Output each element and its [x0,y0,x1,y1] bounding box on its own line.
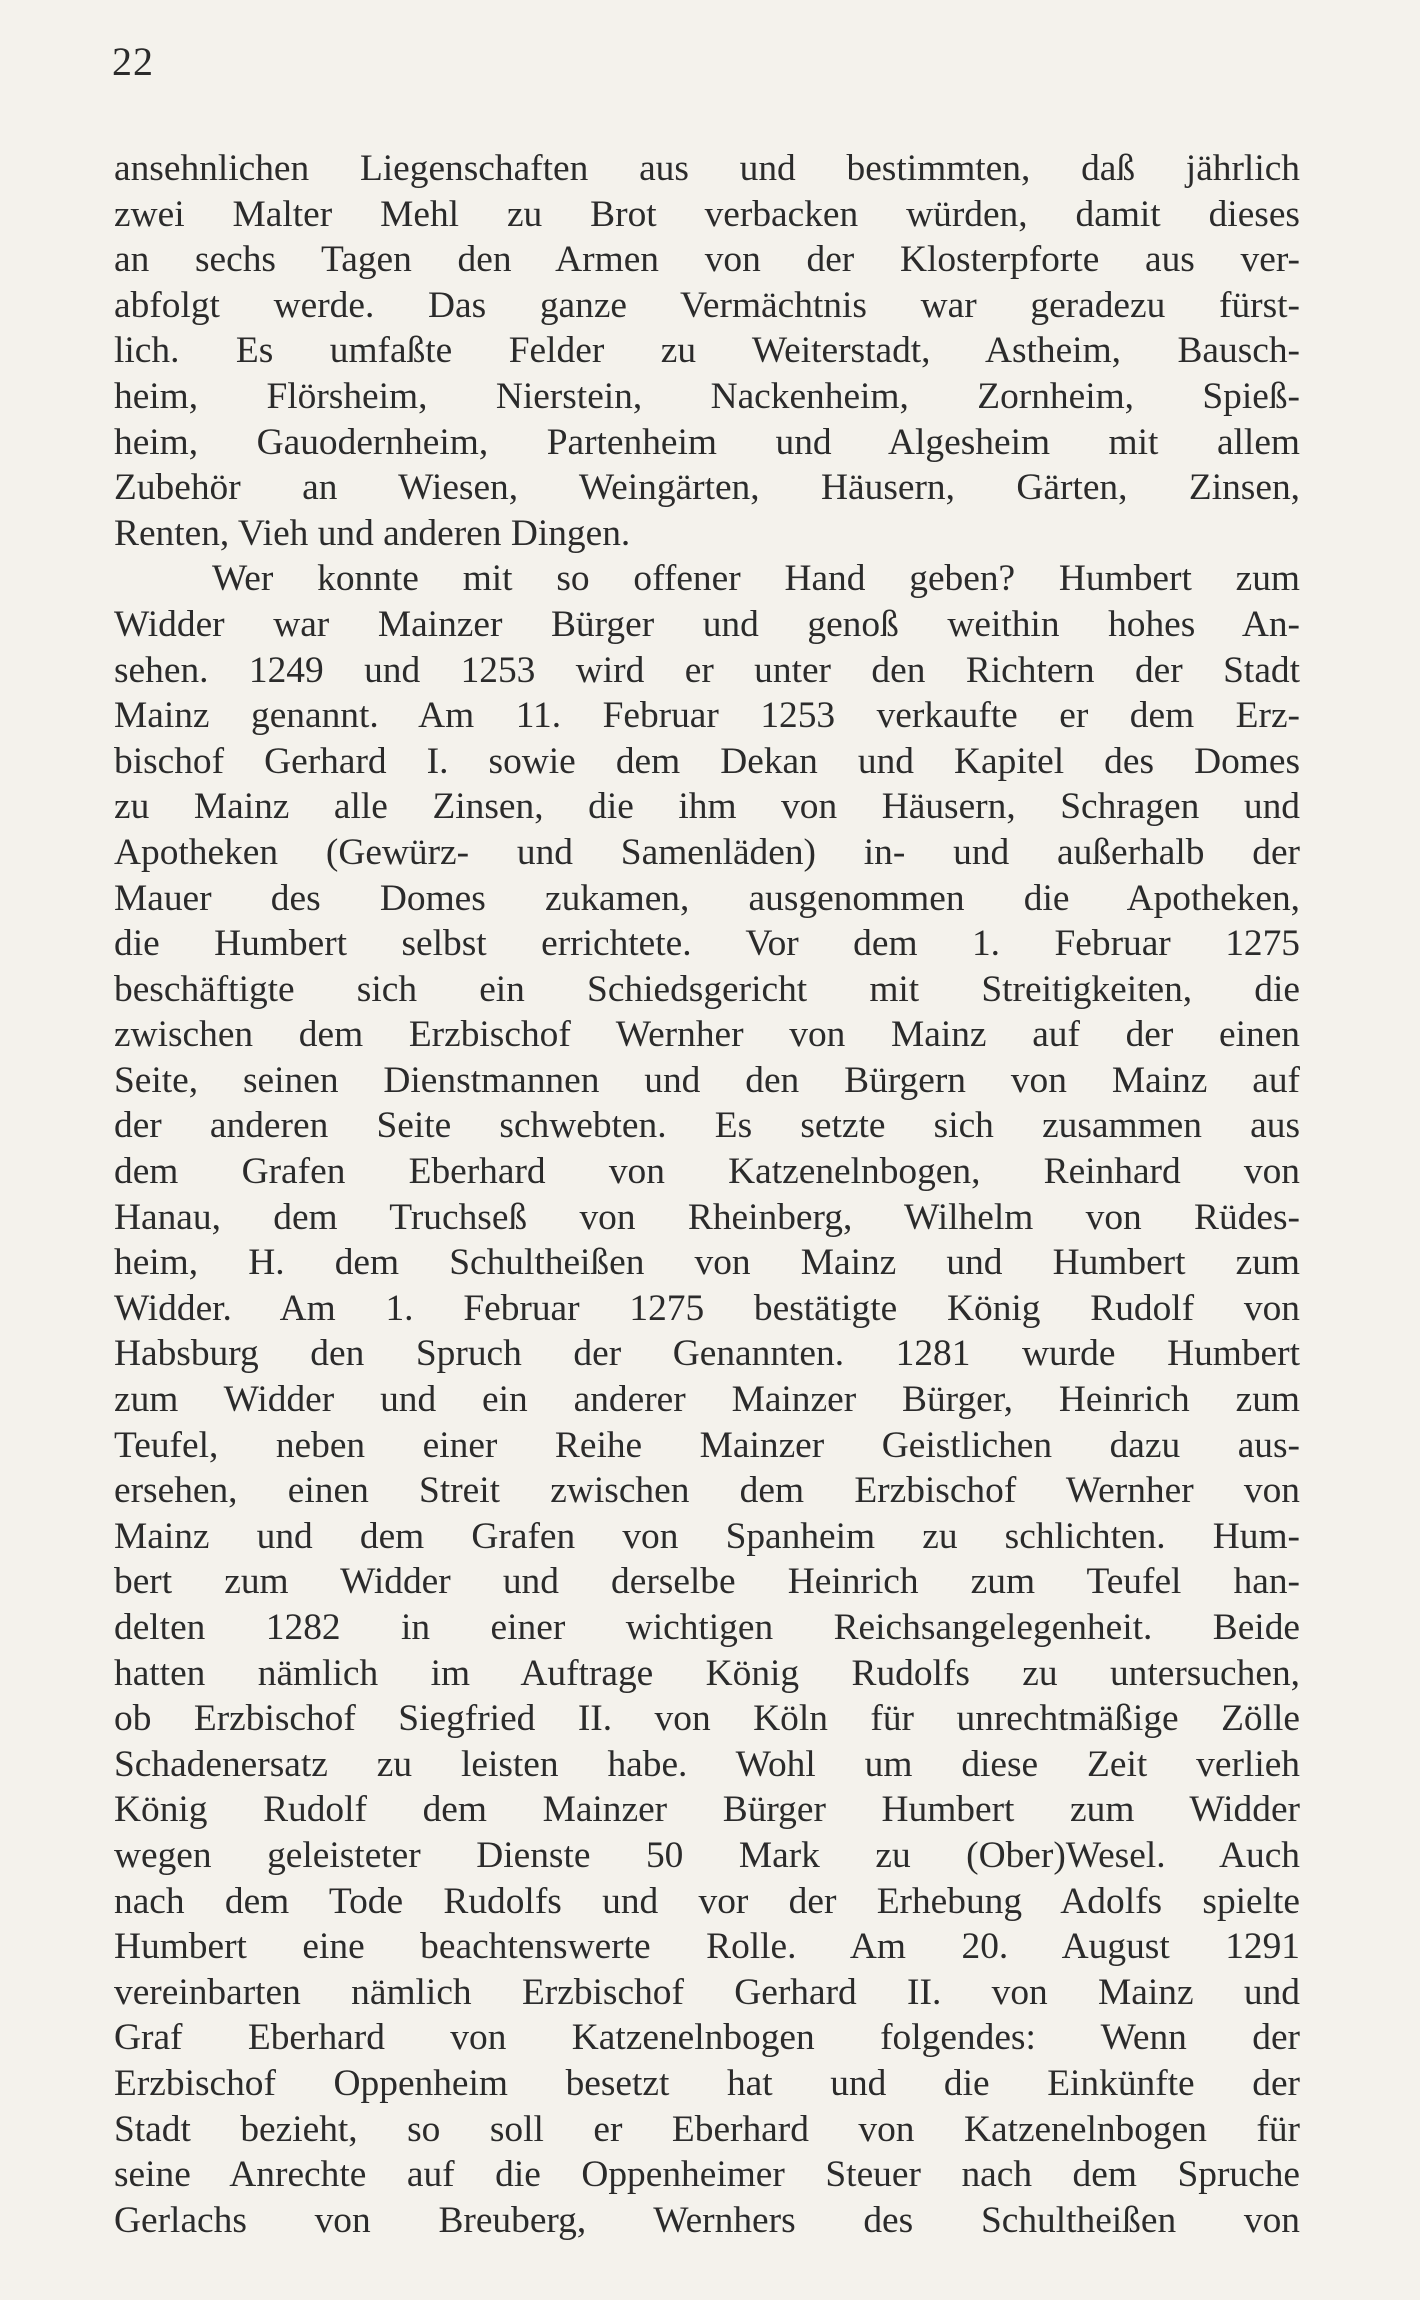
text-line: Gerlachs von Breuberg, Wernhers des Schultheißen von [114,2199,1300,2241]
text-line: zu Mainz alle Zinsen, die ihm von Häusern, Schragen und [114,786,1300,828]
text-line: Seite, seinen Dienstmannen und den Bürgern von Mainz auf [114,1059,1300,1101]
text-line: Mainz und dem Grafen von Spanheim zu schlichten. Hum- [114,1515,1300,1557]
text-line: Graf Eberhard von Katzenelnbogen folgendes: Wenn der [114,2017,1300,2059]
text-line: sehen. 1249 und 1253 wird er unter den Richtern der Stadt [114,649,1300,691]
text-line: Teufel, neben einer Reihe Mainzer Geistlichen dazu aus- [114,1424,1300,1466]
text-line: bischof Gerhard I. sowie dem Dekan und Kapitel des Domes [114,740,1300,782]
text-line: Widder. Am 1. Februar 1275 bestätigte König Rudolf von [114,1287,1300,1329]
text-line: hatten nämlich im Auftrage König Rudolfs zu untersuchen, [114,1652,1300,1694]
text-line: lich. Es umfaßte Felder zu Weiterstadt, Astheim, Bausch- [114,330,1300,372]
text-line: Erzbischof Oppenheim besetzt hat und die Einkünfte der [114,2062,1300,2104]
text-line: Schadenersatz zu leisten habe. Wohl um diese Zeit verlieh [114,1743,1300,1785]
text-line: Habsburg den Spruch der Genannten. 1281 wurde Humbert [114,1333,1300,1375]
text-line: delten 1282 in einer wichtigen Reichsangelegenheit. Beide [114,1607,1300,1648]
text-line: bert zum Widder und derselbe Heinrich zum Teufel han- [114,1561,1300,1603]
text-line: zwischen dem Erzbischof Wernher von Mainz auf der einen [114,1014,1300,1056]
text-line: vereinbarten nämlich Erzbischof Gerhard II. von Mainz und [114,1971,1300,2013]
text-line: Zubehör an Wiesen, Weingärten, Häusern, Gärten, Zinsen, [114,467,1300,509]
page-number: 22 [112,39,154,84]
text-line: abfolgt werde. Das ganze Vermächtnis war geradezu fürst- [114,284,1300,326]
text-line: zwei Malter Mehl zu Brot verbacken würden, damit dieses [114,193,1300,235]
text-line: Hanau, dem Truchseß von Rheinberg, Wilhelm von Rüdes- [114,1196,1300,1238]
text-line: an sechs Tagen den Armen von der Klosterpforte aus ver- [114,239,1300,281]
text-line: heim, H. dem Schultheißen von Mainz und Humbert zum [114,1242,1300,1284]
text-line: Mainz genannt. Am 11. Februar 1253 verkaufte er dem Erz- [114,695,1300,737]
text-line: Widder war Mainzer Bürger und genoß weithin hohes An- [114,603,1300,645]
text-line: nach dem Tode Rudolfs und vor der Erhebung Adolfs spielte [114,1880,1300,1922]
text-line: wegen geleisteter Dienste 50 Mark zu (Ober)Wesel. Auch [114,1834,1300,1876]
text-line: Renten, Vieh und anderen Dingen. [114,512,631,554]
text-line: Mauer des Domes zukamen, ausgenommen die Apotheken, [114,877,1300,919]
text-line: ersehen, einen Streit zwischen dem Erzbischof Wernher von [114,1470,1300,1512]
text-line: heim, Flörsheim, Nierstein, Nackenheim, Zornheim, Spieß- [114,375,1300,417]
text-line: ansehnlichen Liegenschaften aus und bestimmten, daß jährlich [114,148,1300,189]
text-line: ob Erzbischof Siegfried II. von Köln für unrechtmäßige Zölle [114,1698,1300,1740]
text-line: König Rudolf dem Mainzer Bürger Humbert zum Widder [114,1789,1300,1831]
text-line: die Humbert selbst errichtete. Vor dem 1. Februar 1275 [114,923,1300,965]
text-line: dem Grafen Eberhard von Katzenelnbogen, Reinhard von [114,1151,1300,1193]
text-line: heim, Gauodernheim, Partenheim und Algesheim mit allem [114,421,1300,463]
text-line: Humbert eine beachtenswerte Rolle. Am 20. August 1291 [114,1926,1300,1968]
body-text [114,146,1300,2243]
text-line: seine Anrechte auf die Oppenheimer Steuer nach dem Spruche [114,2154,1300,2196]
text-line: der anderen Seite schwebten. Es setzte sich zusammen aus [114,1105,1300,1147]
text-line: Stadt bezieht, so soll er Eberhard von Katzenelnbogen für [114,2108,1300,2150]
text-line: Wer konnte mit so offener Hand geben? Humbert zum [212,558,1300,600]
text-line: beschäftigte sich ein Schiedsgericht mit Streitigkeiten, die [114,968,1300,1010]
text-line: Apotheken (Gewürz- und Samenläden) in- und außerhalb der [114,831,1300,873]
text-line: zum Widder und ein anderer Mainzer Bürger, Heinrich zum [114,1379,1300,1421]
